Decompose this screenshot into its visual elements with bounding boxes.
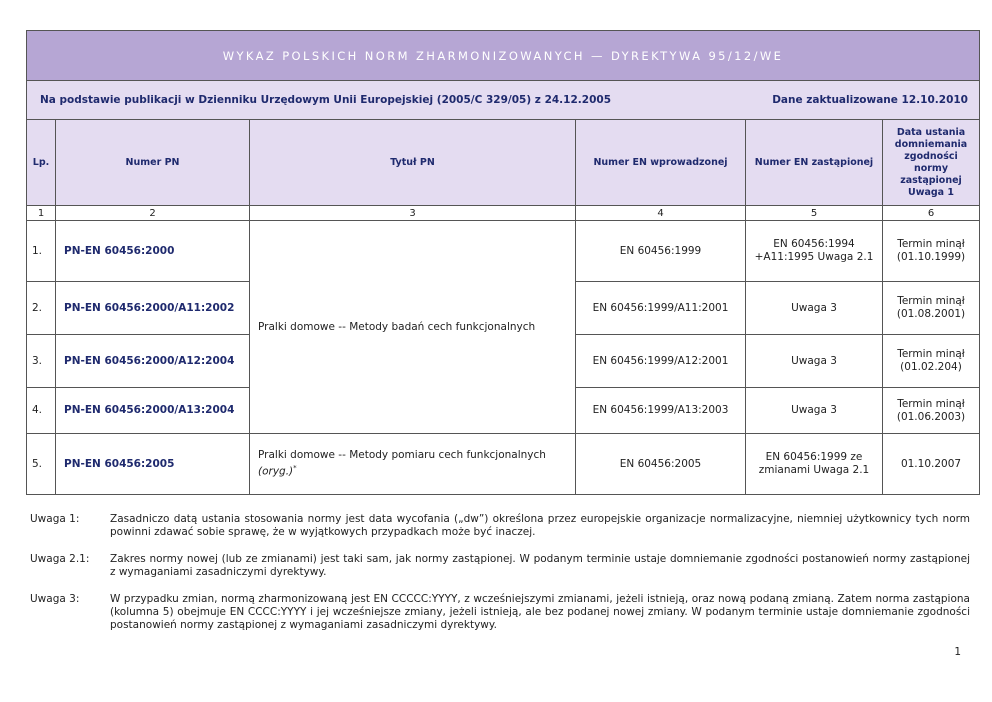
column-number: 6 [883,206,980,221]
original-mark: (oryg.) [258,465,294,478]
column-number: 4 [576,206,746,221]
column-number: 5 [746,206,883,221]
table-row [27,221,980,282]
table-row [27,434,980,495]
norms-table [26,30,980,495]
col-header-lp: Lp. [27,120,56,206]
en-old: Uwaga 3 [746,282,883,335]
col-header-pn: Numer PN [56,120,250,206]
pn-number: PN-EN 60456:2005 [56,434,250,495]
en-old: EN 60456:1994 +A11:1995 Uwaga 2.1 [746,221,883,282]
pn-number: PN-EN 60456:2000 [56,221,250,282]
column-number: 2 [56,206,250,221]
note-2-1 [30,553,970,579]
col-header-en-old: Numer EN zastąpionej [746,120,883,206]
column-number: 3 [250,206,576,221]
title-row [27,31,980,81]
expiry-date: Termin minął (01.10.1999) [883,221,980,282]
pn-number: PN-EN 60456:2000/A13:2004 [56,388,250,434]
expiry-date: Termin minął (01.08.2001) [883,282,980,335]
pn-number: PN-EN 60456:2000/A11:2002 [56,282,250,335]
pn-number: PN-EN 60456:2000/A12:2004 [56,335,250,388]
note-3 [30,593,970,632]
note-text: Zakres normy nowej (lub ze zmianami) jest taki sam, jak normy zastąpionej. W podanym terminie ustaje domniemanie zgodności postanowień normy zastąpionej z wymaganiami zasadniczymi dyrektywy. [110,553,970,578]
column-number-row [27,206,980,221]
row-number: 2. [27,282,56,335]
note-label: Uwaga 2.1: [30,553,90,565]
note-text: W przypadku zmian, normą zharmonizowaną jest EN CCCCC:YYYY, z wcześniejszymi zmianami, jeżeli istnieją, oraz nową podaną zmianą. Zatem norma zastąpiona (kolumna 5) obejmuje EN CCCC:YYYY i jej wcześniejsze zmiany, jeżeli istnieją, ale bez podanej nowej zmiany. W podanym terminie ustaje domniemanie zgodności postanowień normy zastąpionej z wymaganiami zasadniczymi dyrektywy. [110,593,970,631]
en-old: Uwaga 3 [746,388,883,434]
pn-title: Pralki domowe -- Metody badań cech funkcjonalnych [250,221,576,434]
en-new: EN 60456:1999/A11:2001 [576,282,746,335]
publication-info: Na podstawie publikacji w Dzienniku Urzędowym Unii Europejskiej (2005/C 329/05) z 24.12.2005 [40,94,611,106]
expiry-date: 01.10.2007 [883,434,980,495]
column-header-row [27,120,980,206]
en-old: EN 60456:1999 ze zmianami Uwaga 2.1 [746,434,883,495]
note-label: Uwaga 1: [30,513,80,525]
note-text: Zasadniczo datą ustania stosowania normy jest data wycofania („dw”) określona przez europejskie organizacje normalizacyjne, niemniej użytkownicy tych norm powinni zdawać sobie sprawę, że w wyjątkowych przypadkach może być inaczej. [110,513,970,538]
footnote-mark: * [293,464,297,473]
en-new: EN 60456:1999/A13:2003 [576,388,746,434]
note-1 [30,513,970,539]
update-date: Dane zaktualizowane 12.10.2010 [772,94,968,106]
pn-title [250,434,576,495]
row-number: 4. [27,388,56,434]
notes-section [30,513,970,646]
expiry-date: Termin minął (01.06.2003) [883,388,980,434]
page-number: 1 [954,646,961,658]
note-label: Uwaga 3: [30,593,80,605]
pn-title-text: Pralki domowe -- Metody pomiaru cech funkcjonalnych [258,449,546,462]
en-new: EN 60456:1999 [576,221,746,282]
col-header-en-new: Numer EN wprowadzonej [576,120,746,206]
column-number: 1 [27,206,56,221]
en-new: EN 60456:2005 [576,434,746,495]
en-new: EN 60456:1999/A12:2001 [576,335,746,388]
expiry-date: Termin minął (01.02.204) [883,335,980,388]
row-number: 1. [27,221,56,282]
col-header-date: Data ustania domniemania zgodności normy zastąpionej Uwaga 1 [883,120,980,206]
row-number: 3. [27,335,56,388]
publication-row [27,81,980,120]
row-number: 5. [27,434,56,495]
table-title: WYKAZ POLSKICH NORM ZHARMONIZOWANYCH — DYREKTYWA 95/12/WE [27,31,980,81]
en-old: Uwaga 3 [746,335,883,388]
col-header-title: Tytuł PN [250,120,576,206]
